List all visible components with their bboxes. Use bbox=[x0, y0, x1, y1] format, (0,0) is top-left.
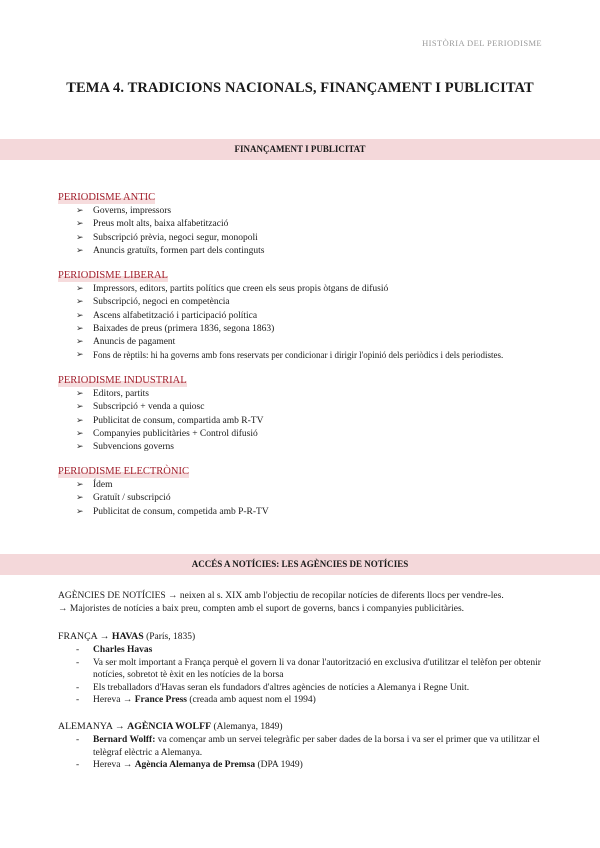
dash-bullet-icon: - bbox=[76, 735, 80, 745]
bullet-list bbox=[58, 283, 558, 364]
list-item: - Charles Havas bbox=[76, 645, 153, 655]
dash-bullet-icon: - bbox=[76, 682, 80, 693]
arrowhead-bullet-icon: ➢ bbox=[76, 506, 84, 517]
section-liberal bbox=[58, 265, 558, 364]
arrowhead-bullet-icon: ➢ bbox=[76, 442, 84, 453]
list-item: - Els treballadors d'Havas seran els fundadors d'altres agències de notícies a Alemanya i Regne Unit. bbox=[76, 682, 470, 693]
agencies-intro bbox=[58, 590, 548, 617]
list-item: ➢ Gratuït / subscripció bbox=[76, 492, 558, 505]
right-arrow-icon: → bbox=[114, 721, 125, 732]
list-item: ➢ Anuncis de pagament bbox=[76, 336, 558, 349]
dash-bullet-icon: - bbox=[76, 695, 80, 706]
arrowhead-bullet-icon: ➢ bbox=[76, 428, 84, 439]
list-item: ➢ Preus molt alts, baixa alfabetització bbox=[76, 218, 558, 231]
dash-bullet-icon: - bbox=[76, 760, 80, 771]
arrowhead-bullet-icon: ➢ bbox=[76, 206, 84, 216]
bullet-list bbox=[58, 479, 558, 519]
list-item: ➢ Editors, partits bbox=[76, 388, 558, 401]
list-item: ➢ Subvencions governs bbox=[76, 441, 558, 454]
list-item: ➢ Anuncis gratuïts, formen part dels continguts bbox=[76, 245, 558, 258]
list-item: ➢ Baixades de preus (primera 1836, segona 1863) bbox=[76, 323, 558, 336]
section-heading: PERIODISME ELECTRÒNIC bbox=[58, 466, 189, 477]
arrowhead-bullet-icon: ➢ bbox=[76, 389, 84, 399]
agency-havas bbox=[58, 630, 548, 707]
arrowhead-bullet-icon: ➢ bbox=[76, 415, 84, 426]
section-band-agencies: ACCÉS A NOTÍCIES: LES AGÈNCIES DE NOTÍCIES bbox=[0, 554, 600, 575]
arrowhead-bullet-icon: ➢ bbox=[76, 310, 84, 321]
list-item: - Hereva → Agència Alemanya de Premsa (DPA 1949) bbox=[76, 760, 303, 771]
arrowhead-bullet-icon: ➢ bbox=[76, 350, 84, 361]
list-item: ➢ Publicitat de consum, competida amb P-R-TV bbox=[76, 506, 558, 519]
arrowhead-bullet-icon: ➢ bbox=[76, 232, 84, 243]
section-band-financing: FINANÇAMENT I PUBLICITAT bbox=[0, 139, 600, 160]
list-item: ➢ Publicitat de consum, compartida amb R-TV bbox=[76, 415, 558, 428]
list-item: ➢ Ascens alfabetització i participació política bbox=[76, 310, 558, 323]
arrowhead-bullet-icon: ➢ bbox=[76, 323, 84, 334]
list-item: - Va ser molt important a França perquè el govern li va donar l'autorització en exclusiva d'utilitzar el telèfon per obtenir notícies, sobretot tè èxit en les notícies de la borsa bbox=[76, 657, 541, 681]
list-item: - Hereva → France Press (creada amb aquest nom el 1994) bbox=[76, 695, 316, 706]
section-electronic bbox=[58, 461, 558, 519]
page-title: TEMA 4. TRADICIONS NACIONALS, FINANÇAMENT I PUBLICITAT bbox=[66, 80, 534, 96]
arrowhead-bullet-icon: ➢ bbox=[76, 480, 84, 490]
arrowhead-bullet-icon: ➢ bbox=[76, 493, 84, 504]
agency-heading: FRANÇA → HAVAS (París, 1835) bbox=[58, 631, 196, 642]
section-heading: PERIODISME LIBERAL bbox=[58, 270, 168, 281]
list-item: ➢ Companyies publicitàries + Control difusió bbox=[76, 428, 558, 441]
arrowhead-bullet-icon: ➢ bbox=[76, 245, 84, 256]
list-item: - Bernard Wolff: va començar amb un servei telegràfic per saber dades de la borsa i va ser el primer que va utilitzar el telègraf elèctric a Alemanya. bbox=[76, 735, 540, 758]
section-industrial bbox=[58, 370, 558, 454]
right-arrow-icon: → bbox=[122, 760, 133, 771]
dash-bullet-icon: - bbox=[76, 645, 80, 655]
arrowhead-bullet-icon: ➢ bbox=[76, 337, 84, 348]
running-header: HISTÒRIA DEL PERIODISME bbox=[422, 38, 542, 48]
right-arrow-icon: → bbox=[122, 695, 133, 706]
dash-list bbox=[58, 644, 548, 707]
list-item: ➢ Subscripció, negoci en competència bbox=[76, 296, 558, 309]
agency-wolff bbox=[58, 720, 548, 772]
agency-heading: ALEMANYA → AGÈNCIA WOLFF (Alemanya, 1849) bbox=[58, 721, 283, 732]
arrowhead-bullet-icon: ➢ bbox=[76, 402, 84, 413]
section-heading: PERIODISME ANTIC bbox=[58, 192, 156, 203]
list-item: ➢ Subscripció prèvia, negoci segur, monopoli bbox=[76, 232, 558, 245]
list-item: ➢ Fons de rèptils: hi ha governs amb fons reservats per condicionar i dirigir l'opinió dels periòdics i dels periodistes. bbox=[76, 349, 558, 363]
intro-line: → Majoristes de notícies a baix preu, compten amb el suport de governs, bancs i companyies publicitàries. bbox=[58, 604, 465, 615]
dash-list bbox=[58, 734, 548, 772]
right-arrow-icon: → bbox=[58, 604, 68, 615]
dash-bullet-icon: - bbox=[76, 657, 80, 668]
section-antic bbox=[58, 187, 558, 258]
intro-line: AGÈNCIES DE NOTÍCIES → neixen al s. XIX amb l'objectiu de recopilar notícies de diferents llocs per vendre-les. bbox=[58, 591, 504, 601]
right-arrow-icon: → bbox=[99, 631, 110, 642]
list-item: ➢ Ídem bbox=[76, 479, 558, 492]
list-item: ➢ Governs, impressors bbox=[76, 205, 558, 218]
list-item: ➢ Subscripció + venda a quiosc bbox=[76, 401, 558, 414]
right-arrow-icon: → bbox=[168, 591, 178, 601]
arrowhead-bullet-icon: ➢ bbox=[76, 219, 84, 230]
arrowhead-bullet-icon: ➢ bbox=[76, 297, 84, 308]
arrowhead-bullet-icon: ➢ bbox=[76, 284, 84, 294]
bullet-list bbox=[58, 205, 558, 258]
list-item: ➢ Impressors, editors, partits polítics que creen els seus propis òtgans de difusió bbox=[76, 283, 558, 296]
bullet-list bbox=[58, 388, 558, 454]
section-heading: PERIODISME INDUSTRIAL bbox=[58, 375, 187, 386]
